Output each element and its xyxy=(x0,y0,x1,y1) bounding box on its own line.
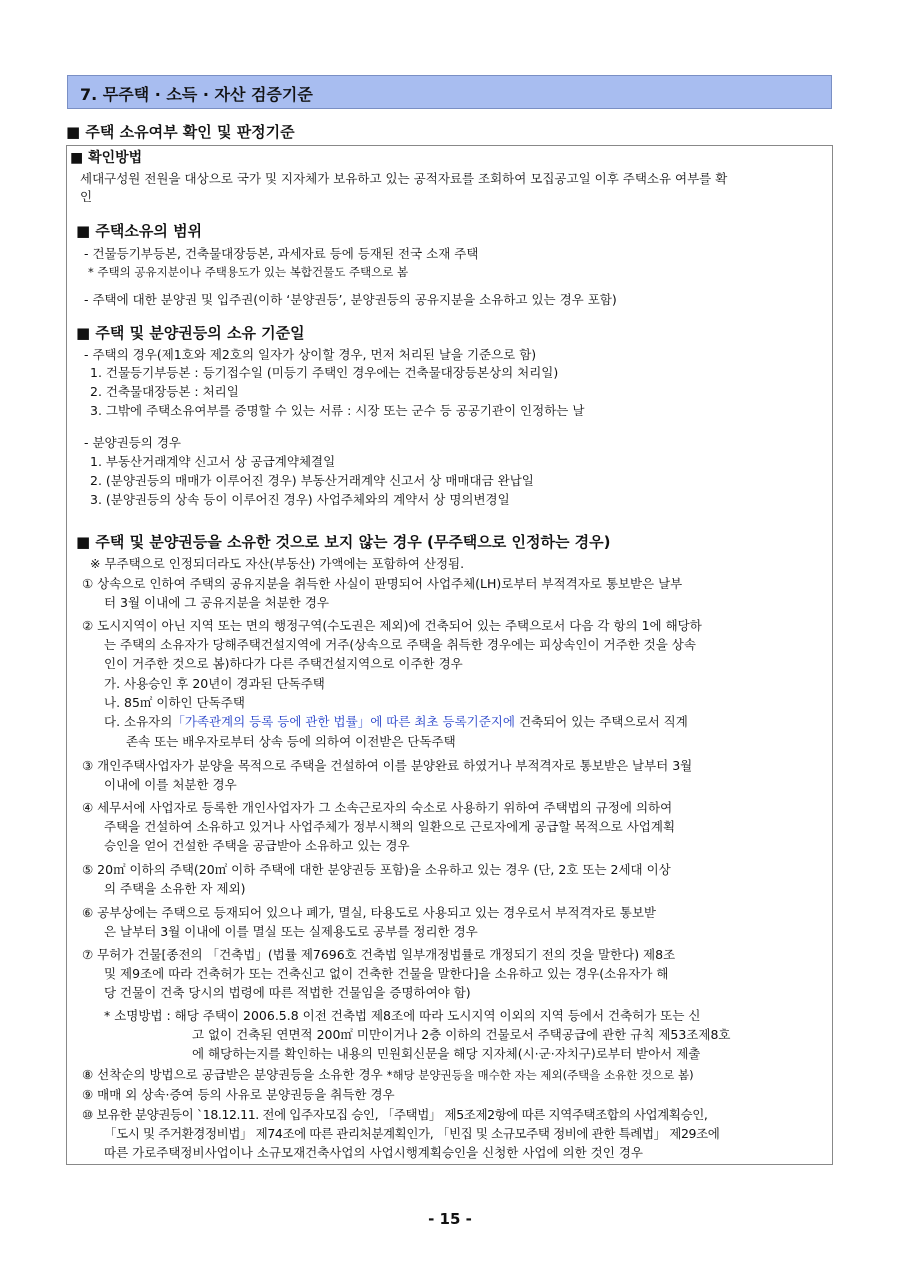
exception-item: 는 주택의 소유자가 당해주택건설지역에 거주(상속으로 주택을 취득한 경우에는 피상속인이 거주한 것을 상속 xyxy=(104,637,696,652)
exception-item: 터 3월 이내에 그 공유지분을 처분한 경우 xyxy=(104,595,329,610)
criteria-line: 2. (분양권등의 매매가 이루어진 경우) 부동산거래계약 신고서 상 매매대금 완납일 xyxy=(90,473,534,488)
criteria-line: - 분양권등의 경우 xyxy=(84,435,181,450)
criteria-line: 3. 그밖에 주택소유여부를 증명할 수 있는 서류 : 시장 또는 군수 등 공공기관이 인정하는 날 xyxy=(90,403,585,418)
exception-item: 은 날부터 3월 이내에 이를 멸실 또는 실제용도로 공부를 정리한 경우 xyxy=(104,924,478,939)
exception-item: 승인을 얻어 건설한 주택을 공급받아 소유하고 있는 경우 xyxy=(104,838,410,853)
exception-item: 인이 거주한 것으로 봄)하다가 다른 주택건설지역으로 이주한 경우 xyxy=(104,656,463,671)
exception-item: ④ 세무서에 사업자로 등록한 개인사업자가 그 소속근로자의 숙소로 사용하기 위하여 주택법의 규정에 의하여 xyxy=(82,800,673,815)
method-line: 인 xyxy=(80,189,93,204)
criteria-line: - 주택의 경우(제1호와 제2호의 일자가 상이할 경우, 먼저 처리된 날을 기준으로 함) xyxy=(84,347,537,362)
scope-note: * 주택의 공유지분이나 주택용도가 있는 복합건물도 주택으로 봄 xyxy=(88,265,409,279)
method-heading: ■ 확인방법 xyxy=(70,150,143,166)
exception-subitem xyxy=(104,713,688,731)
criteria-line: 3. (분양권등의 상속 등이 이루어진 경우) 사업주체와의 계약서 상 명의변경일 xyxy=(90,492,510,507)
exception-item: ⑦ 무허가 건물[종전의 「건축법」(법률 제7696호 건축법 일부개정법률로 개정되기 전의 것을 말한다) 제8조 xyxy=(82,947,676,962)
exception-note: 고 없이 건축된 연면적 200㎡ 미만이거나 2층 이하의 건물로서 주택공급에 관한 규칙 제53조제8호 xyxy=(192,1027,731,1042)
exception-item: 「도시 및 주거환경정비법」 제74조에 따른 관리처분계획인가, 「빈집 및 소규모주택 정비에 관한 특례법」 제29조에 xyxy=(104,1126,720,1141)
criteria-line: 1. 부동산거래계약 신고서 상 공급계약체결일 xyxy=(90,454,336,469)
exception-item-main: ⑧ 선착순의 방법으로 공급받은 분양권등을 소유한 경우 xyxy=(82,1067,383,1082)
exception-item: ⑥ 공부상에는 주택으로 등재되어 있으나 폐가, 멸실, 타용도로 사용되고 있는 경우로서 부적격자로 통보받 xyxy=(82,905,656,920)
section-title: ■ 주택 소유여부 확인 및 판정기준 xyxy=(66,123,295,141)
exception-item: ⑨ 매매 외 상속·증여 등의 사유로 분양권등을 취득한 경우 xyxy=(82,1087,395,1102)
exceptions-heading: ■ 주택 및 분양권등을 소유한 것으로 보지 않는 경우 (무주택으로 인정하는 경우) xyxy=(76,533,611,551)
section-header-title: 7. 무주택 · 소득 · 자산 검증기준 xyxy=(80,85,313,104)
method-line: 세대구성원 전원을 대상으로 국가 및 지자체가 보유하고 있는 공적자료를 조회하여 모집공고일 이후 주택소유 여부를 확 xyxy=(80,171,728,186)
scope-heading: ■ 주택소유의 범위 xyxy=(76,222,203,240)
exception-item: ② 도시지역이 아닌 지역 또는 면의 행정구역(수도권은 제외)에 건축되어 있는 주택으로서 다음 각 항의 1에 해당하 xyxy=(82,618,702,633)
exception-item: 주택을 건설하여 소유하고 있거나 사업주체가 정부시책의 일환으로 근로자에게 공급할 목적으로 사업계획 xyxy=(104,819,676,834)
exception-item: 의 주택을 소유한 자 제외) xyxy=(104,881,246,896)
exception-subitem-suffix: 건축되어 있는 주택으로서 직계 xyxy=(518,714,688,729)
criteria-line: 1. 건물등기부등본 : 등기접수일 (미등기 주택인 경우에는 건축물대장등본상의 처리일) xyxy=(90,365,559,380)
exception-item: 이내에 이를 처분한 경우 xyxy=(104,777,237,792)
exception-subitem: 가. 사용승인 후 20년이 경과된 단독주택 xyxy=(104,676,325,691)
exception-subitem-prefix: 다. 소유자의 xyxy=(104,714,173,729)
exception-item xyxy=(82,1066,694,1084)
exception-item: ③ 개인주택사업자가 분양을 목적으로 주택을 건설하여 이를 분양완료 하였거나 부적격자로 통보받은 날부터 3월 xyxy=(82,758,693,773)
exception-item: ⑩ 보유한 분양권등이 `18.12.11. 전에 입주자모집 승인, 「주택법」 제5조제2항에 따른 지역주택조합의 사업계획승인, xyxy=(82,1107,708,1122)
scope-item: - 건물등기부등본, 건축물대장등본, 과세자료 등에 등재된 전국 소재 주택 xyxy=(84,246,479,261)
exception-item: 따른 가로주택정비사업이나 소규모재건축사업의 사업시행계획승인을 신청한 사업에 의한 것인 경우 xyxy=(104,1145,643,1160)
exception-item-note: *해당 분양권등을 매수한 자는 제외(주택을 소유한 것으로 봄) xyxy=(386,1068,694,1082)
exception-subitem: 나. 85㎡ 이하인 단독주택 xyxy=(104,695,245,710)
criteria-heading: ■ 주택 및 분양권등의 소유 기준일 xyxy=(76,324,305,342)
exceptions-note: ※ 무주택으로 인정되더라도 자산(부동산) 가액에는 포함하여 산정됨. xyxy=(90,556,465,571)
exception-note: * 소명방법 : 해당 주택이 2006.5.8 이전 건축법 제8조에 따라 도시지역 이외의 지역 등에서 건축허가 또는 신 xyxy=(104,1008,701,1023)
criteria-line: 2. 건축물대장등본 : 처리일 xyxy=(90,384,239,399)
exception-item: ① 상속으로 인하여 주택의 공유지분을 취득한 사실이 판명되어 사업주체(LH)로부터 부적격자로 통보받은 날부 xyxy=(82,576,683,591)
section-header-bar xyxy=(67,75,832,109)
law-reference-text: 「가족관계의 등록 등에 관한 법률」에 따른 최초 등록기준지에 xyxy=(172,714,515,729)
exception-item: 당 건물이 건축 당시의 법령에 따른 적법한 건물임을 증명하여야 함) xyxy=(104,985,471,1000)
exception-note: 에 해당하는지를 확인하는 내용의 민원회신문을 해당 지자체(시·군·자치구)로부터 받아서 제출 xyxy=(192,1046,701,1061)
exception-item: 및 제9조에 따라 건축허가 또는 건축신고 없이 건축한 건물을 말한다]을 소유하고 있는 경우(소유자가 해 xyxy=(104,966,669,981)
exception-subitem: 존속 또는 배우자로부터 상속 등에 의하여 이전받은 단독주택 xyxy=(126,734,456,749)
exception-item: ⑤ 20㎡ 이하의 주택(20㎡ 이하 주택에 대한 분양권등 포함)을 소유하고 있는 경우 (단, 2호 또는 2세대 이상 xyxy=(82,862,671,877)
scope-item: - 주택에 대한 분양권 및 입주권(이하 ‘분양권등’, 분양권등의 공유지분을 소유하고 있는 경우 포함) xyxy=(84,292,617,307)
page-number: - 15 - xyxy=(428,1210,472,1228)
